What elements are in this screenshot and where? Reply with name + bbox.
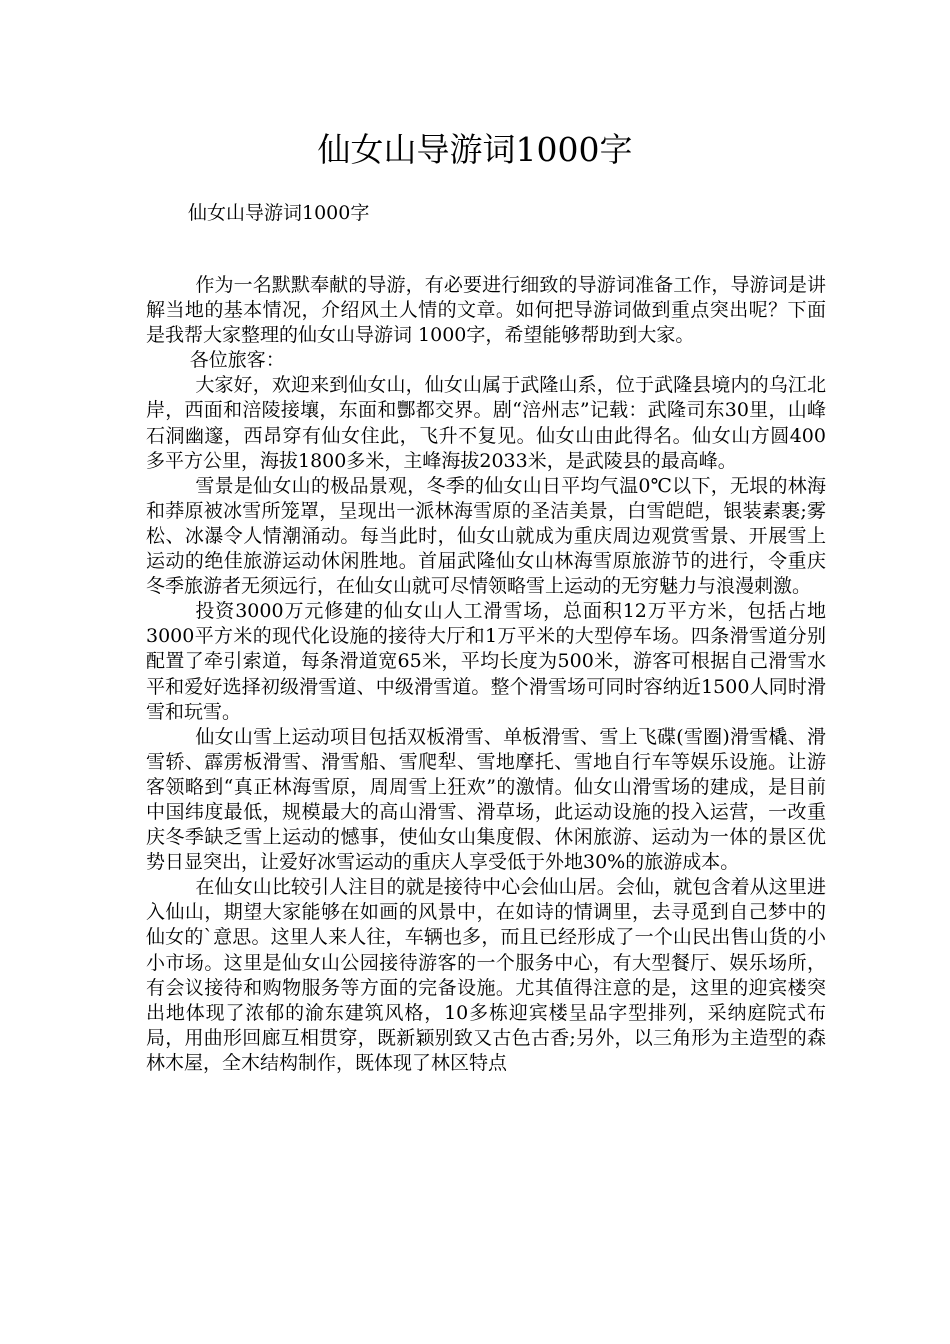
document-title: 仙女山导游词1000字 [317,130,633,169]
paragraph-ski-resort: 投资3000万元修建的仙女山人工滑雪场，总面积12万平方米，包括占地3000平方米的现代化设施的接待大厅和1万平米的大型停车场。四条滑雪道分别配置了牵引索道，每条滑道宽65米，平均长度为500米，游客可根据自己滑雪水平和爱好选择初级滑雪道、中级滑雪道。整个滑雪场可同时容纳近1500人同时滑雪和玩雪。 [146,600,826,723]
paragraph-reception-center: 在仙女山比较引人注目的就是接待中心会仙山居。会仙，就包含着从这里进入仙山，期望大家能够在如画的风景中，在如诗的情调里，去寻觅到自己梦中的仙女的`意思。这里人来人往，车辆也多，而且已经形成了一个山民出售山货的小小市场。这里是仙女山公园接待游客的一个服务中心，有大型餐厅、娱乐场所，有会议接待和购物服务等方面的完备设施。尤其值得注意的是，这里的迎宾楼突出地体现了浓郁的渝东建筑风格，10多栋迎宾楼呈品字型排列，采纳庭院式布局，用曲形回廊互相贯穿，既新颖别致又古色古香;另外，以三角形为主造型的森林木屋，全木结构制作，既体现了林区特点 [146,876,826,1074]
paragraph-intro: 作为一名默默奉献的导游，有必要进行细致的导游词准备工作，导游词是讲解当地的基本情况，介绍风土人情的文章。如何把导游词做到重点突出呢？下面是我帮大家整理的仙女山导游词 1000字，希望能够帮助到大家。 [146,274,826,347]
document-body [146,273,826,1076]
paragraph-welcome: 大家好，欢迎来到仙女山，仙女山属于武隆山系，位于武隆县境内的乌江北岸，西面和涪陵接壤，东面和酆都交界。剧“涪州志”记载：武隆司东30里，山峰石洞幽邃，西昂穿有仙女住此，飞升不复见。仙女山由此得名。仙女山方圆400多平方公里，海拔1800多米，主峰海拔2033米，是武陵县的最高峰。 [146,374,826,472]
paragraph-snow-scenery: 雪景是仙女山的极品景观，冬季的仙女山日平均气温0℃以下，无垠的林海和莽原被冰雪所笼罩，呈现出一派林海雪原的圣洁美景，白雪皑皑，银装素裹;雾松、冰瀑令人情潮涌动。每当此时，仙女山就成为重庆周边观赏雪景、开展雪上运动的绝佳旅游运动休闲胜地。首届武隆仙女山林海雪原旅游节的进行，令重庆冬季旅游者无须远行，在仙女山就可尽情领略雪上运动的无穷魅力与浪漫刺激。 [146,474,826,598]
paragraph-salutation: 各位旅客： [189,349,285,372]
paragraph-snow-sports: 仙女山雪上运动项目包括双板滑雪、单板滑雪、雪上飞碟(雪圈)滑雪橇、滑雪轿、霹雳板滑雪、滑雪船、雪爬犁、雪地摩托、雪地自行车等娱乐设施。让游客领略到“真正林海雪原，周周雪上狂欢”的激情。仙女山滑雪场的建成，是目前中国纬度最低，规模最大的高山滑雪、滑草场，此运动设施的投入运营，一改重庆冬季缺乏雪上运动的憾事，使仙女山集度假、休闲旅游、运动为一体的景区优势日显突出，让爱好冰雪运动的重庆人享受低于外地30%的旅游成本。 [146,725,826,874]
document-subtitle: 仙女山导游词1000字 [188,202,370,224]
